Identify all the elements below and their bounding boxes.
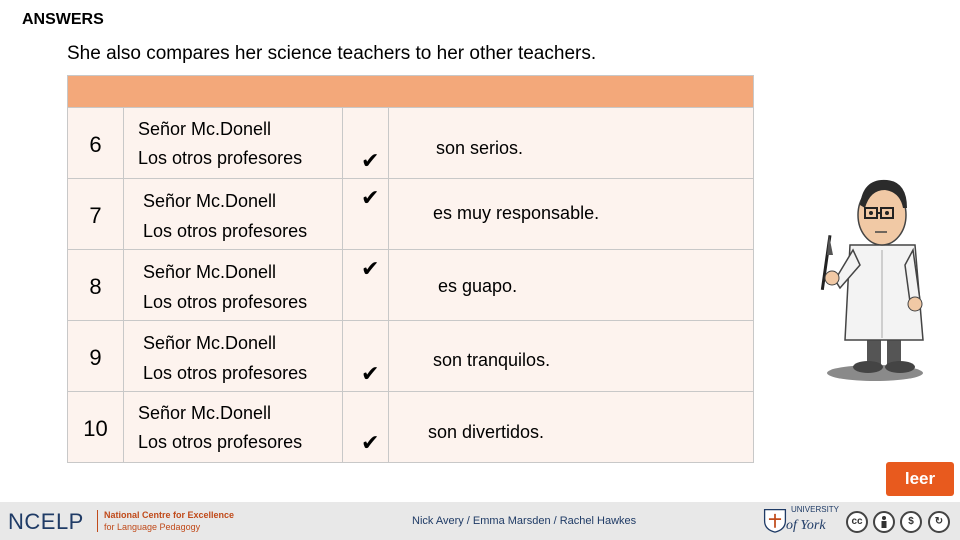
page-heading: ANSWERS (22, 11, 104, 28)
centre-line-1: National Centre for Excellence (104, 510, 235, 520)
ncelp-full-name (104, 509, 234, 533)
check-icon: ✔ (361, 185, 380, 210)
york-crest-icon (762, 507, 788, 533)
option-senor-mcdonell: Señor Mc.Donell (143, 191, 277, 211)
instruction-text: She also compares her science teachers to her other teachers. (67, 43, 597, 64)
option-senor-mcdonell: Señor Mc.Donell (143, 333, 277, 353)
york-university-label: UNIVERSITY (791, 505, 840, 514)
row-number: 7 (89, 203, 102, 228)
sentence-ending: son serios. (436, 138, 524, 158)
ncelp-logo: NCELP (8, 509, 84, 534)
table-row (68, 250, 753, 321)
check-icon: ✔ (361, 256, 380, 281)
logo-divider (97, 510, 98, 532)
option-senor-mcdonell: Señor Mc.Donell (138, 403, 272, 423)
table-row (68, 108, 753, 179)
sentence-ending: es muy responsable. (433, 203, 600, 223)
author-credits: Nick Avery / Emma Marsden / Rachel Hawkes (412, 515, 637, 527)
sa-icon: ↻ (928, 511, 950, 533)
row-number: 6 (89, 132, 102, 157)
scientist-illustration (805, 170, 940, 385)
sentence-ending: son tranquilos. (433, 350, 551, 370)
option-los-otros-profesores: Los otros profesores (143, 292, 308, 312)
table-row (68, 179, 753, 250)
by-icon (873, 511, 895, 533)
york-of-york-label: of York (786, 518, 826, 533)
table-row (68, 392, 753, 463)
option-los-otros-profesores: Los otros profesores (143, 221, 308, 241)
check-icon: ✔ (361, 361, 380, 386)
option-los-otros-profesores: Los otros profesores (138, 432, 303, 452)
sentence-ending: son divertidos. (428, 422, 545, 442)
table-header-band (68, 76, 753, 108)
centre-line-2: for Language Pedagogy (104, 522, 201, 532)
answers-table (67, 75, 754, 463)
option-los-otros-profesores: Los otros profesores (143, 363, 308, 383)
option-senor-mcdonell: Señor Mc.Donell (138, 119, 272, 139)
row-number: 8 (89, 274, 102, 299)
leer-button[interactable]: leer (886, 462, 954, 496)
row-number: 10 (83, 416, 108, 441)
check-icon: ✔ (361, 430, 380, 455)
option-senor-mcdonell: Señor Mc.Donell (143, 262, 277, 282)
check-icon: ✔ (361, 148, 380, 173)
table-row (68, 321, 753, 392)
footer-bar (0, 502, 960, 540)
sentence-ending: es guapo. (438, 276, 518, 296)
option-los-otros-profesores: Los otros profesores (138, 148, 303, 168)
nc-icon: $ (900, 511, 922, 533)
cc-icon: cc (846, 511, 868, 533)
row-number: 9 (89, 345, 102, 370)
